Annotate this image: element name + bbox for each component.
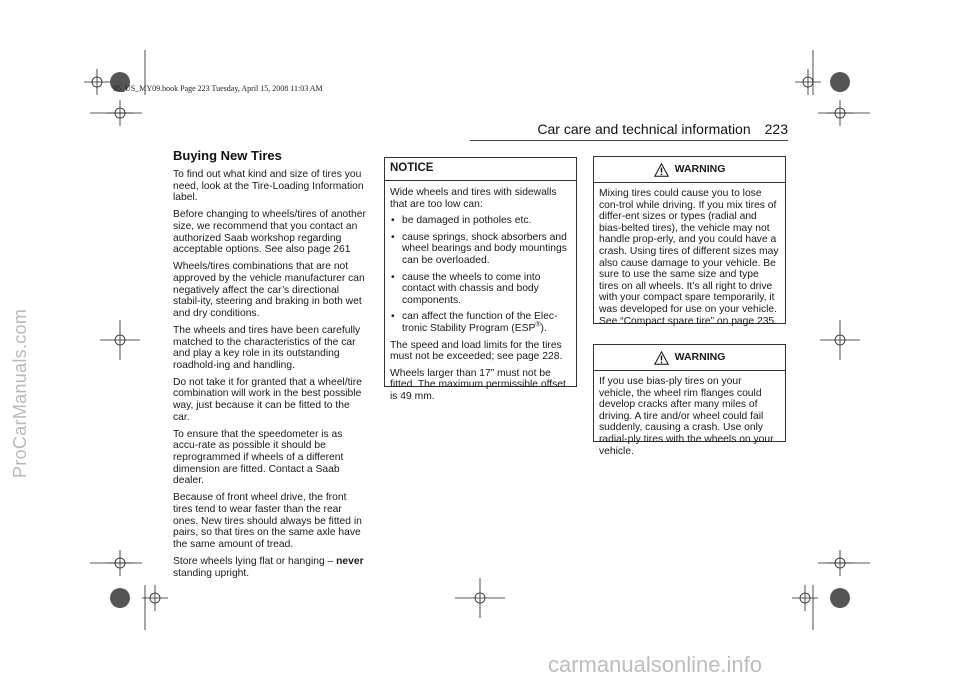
- list-item-text: ).: [540, 322, 547, 334]
- crosshair-icon: [827, 100, 853, 126]
- registration-dot-icon: [830, 72, 850, 92]
- warning-triangle-icon: [654, 351, 669, 365]
- warning-box: [593, 344, 786, 457]
- notice-paragraph: The speed and load limits for the tires must not be exceeded; see page 228.: [390, 339, 563, 363]
- paragraph-text: standing upright.: [173, 567, 250, 579]
- paragraph: [173, 556, 368, 579]
- notice-list: [390, 215, 570, 334]
- warning-heading: WARNING: [674, 162, 726, 175]
- list-item-text: can affect the function of the Elec-tronic Stability Program (ESP: [402, 311, 558, 334]
- paragraph: Wheels/tires combinations that are not approved by the vehicle manufacturer can negatively affect the car’s directional stabil-ity, steering and braking in both wet and dry conditions.: [173, 261, 365, 319]
- section-title: Car care and technical information: [537, 121, 751, 137]
- page-header: [470, 121, 788, 137]
- crosshair-icon: [820, 320, 860, 360]
- warning-triangle-icon: [654, 163, 669, 177]
- notice-paragraph: Wheels larger than 17” must not be fitted. The maximum permissible offset is 49 mm.: [390, 367, 566, 402]
- paragraph: Do not take it for granted that a wheel/tire combination will work in the best possible way, just because it can be fitted to the car.: [173, 376, 362, 423]
- list-item: [390, 311, 570, 334]
- paragraph-text: Store wheels lying flat or hanging –: [173, 555, 337, 567]
- paragraph: Because of front wheel drive, the front tires tend to wear faster than the rear ones. New tires should always be fitted in pairs, so that tires on the same axle have the same amount of tread.: [173, 492, 362, 550]
- crosshair-icon: [792, 585, 818, 611]
- notice-box: [384, 157, 577, 402]
- section-heading: Buying New Tires: [173, 148, 282, 163]
- warning-text: If you use bias-ply tires on your vehicle, the wheel rim flanges could develop cracks after many miles of driving. A tire and/or wheel could fail suddenly, causing a crash. Use only radial-ply tires with the wheels on your vehicle.: [599, 376, 774, 457]
- registration-dot-icon: [830, 588, 850, 608]
- print-info: 95_US_MY09.book Page 223 Tuesday, April 15, 2008 11:03 AM: [113, 84, 323, 93]
- list-item: • cause the wheels to come into contact with chassis and body components.: [390, 272, 570, 307]
- crosshair-icon: [84, 69, 110, 95]
- list-item: • be damaged in potholes etc.: [390, 215, 570, 227]
- warning-box: [593, 156, 786, 327]
- paragraph: The wheels and tires have been carefully matched to the characteristics of the car and play a key role in its outstanding roadhold-ing and handling.: [173, 324, 361, 371]
- registration-dot-icon: [110, 588, 130, 608]
- notice-intro: Wide wheels and tires with sidewalls that are too low can:: [390, 187, 557, 210]
- paragraph: Before changing to wheels/tires of another size, we recommend that you contact an authorized Saab workshop regarding acceptable options. See also page 261: [173, 209, 366, 256]
- crosshair-icon: [795, 69, 821, 95]
- crosshair-icon: [107, 550, 133, 576]
- warning-text: Mixing tires could cause you to lose con-trol while driving. If you mix tires of differ-ent sizes or types (radial and bias-belted tires), the vehicle may not handle prop-erly, and you could have a crash. Using tires of different sizes may also cause damage to your vehicle. Be sure to use the same size and type tires on all wheels. It’s all right to drive with your compact spare temporarily, it was developed for use on your vehicle. See “Compact spare tire” on page 235.: [599, 188, 779, 327]
- emphasis-text: never: [336, 555, 364, 567]
- paragraph: To find out what kind and size of tires you need, look at the Tire-Loading Information label.: [173, 169, 364, 204]
- list-item: • cause springs, shock absorbers and wheel bearings and body mountings can be overloaded.: [390, 232, 570, 267]
- header-rule: [470, 140, 788, 141]
- crosshair-icon: [107, 100, 133, 126]
- crosshair-icon: [455, 578, 505, 618]
- page-number: 223: [764, 121, 788, 137]
- side-watermark: ProCarManuals.com: [10, 308, 30, 478]
- main-column: [173, 148, 368, 585]
- warning-heading: WARNING: [674, 350, 726, 363]
- paragraph: To ensure that the speedometer is as accu-rate as possible it should be reprogrammed if wheels of a different dimension are fitted. Contact a Saab dealer.: [173, 428, 344, 487]
- warning-header: [594, 157, 785, 183]
- notice-body: [385, 181, 576, 412]
- crosshair-icon: [100, 320, 140, 360]
- warning-header: [594, 345, 785, 371]
- footer-watermark: carmanualsonline.info: [548, 652, 763, 677]
- crosshair-icon: [142, 585, 168, 611]
- registered-mark: ®: [535, 321, 541, 329]
- notice-heading: NOTICE: [385, 158, 576, 181]
- crosshair-icon: [827, 550, 853, 576]
